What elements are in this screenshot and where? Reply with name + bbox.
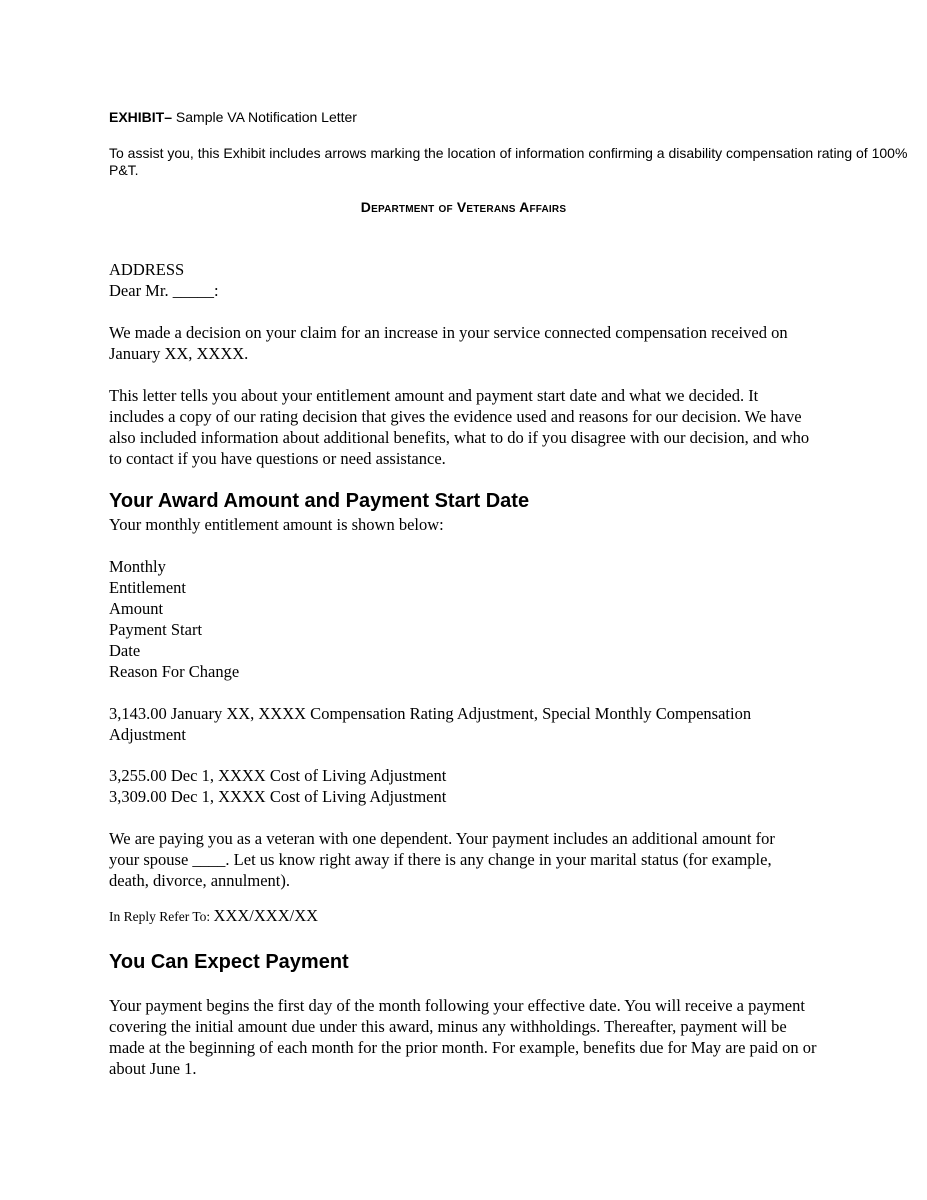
- column-header: Entitlement: [109, 578, 186, 597]
- reply-label: In Reply Refer To:: [109, 909, 214, 924]
- entitlement-row: 3,255.00 Dec 1, XXXX Cost of Living Adjustment: [109, 766, 447, 785]
- payment-paragraph: Your payment begins the first day of the month following your effective date. You will receive a payment covering the initial amount due under this award, minus any withholdings. Thereafter, payment will be made at the beginning of each month for the prior month. For example, benefits due for May are paid on or about June 1.: [109, 996, 817, 1078]
- salutation: Dear Mr. _____:: [109, 281, 219, 300]
- entitlement-rows-cola: [109, 765, 869, 807]
- award-heading: Your Award Amount and Payment Start Date: [109, 490, 530, 512]
- column-header: Monthly: [109, 557, 166, 576]
- assist-note: To assist you, this Exhibit includes arrows marking the location of information confirming a disability compensation rating of 100% P&T.: [109, 145, 908, 178]
- column-header: Payment Start: [109, 620, 203, 639]
- column-header: Reason For Change: [109, 662, 240, 681]
- intro-paragraph: We made a decision on your claim for an increase in your service connected compensation received on January XX, XXXX.: [109, 323, 788, 363]
- reply-value: XXX/XXX/XX: [213, 906, 319, 925]
- dependent-paragraph: We are paying you as a veteran with one dependent. Your payment includes an additional amount for your spouse ____. Let us know right away if there is any change in your marital status (for example, death, divorce, annulment).: [109, 829, 775, 890]
- exhibit-title: [109, 109, 357, 126]
- column-header: Amount: [109, 599, 164, 618]
- award-subtext: Your monthly entitlement amount is shown below:: [109, 515, 444, 534]
- exhibit-label: EXHIBIT–: [109, 109, 173, 125]
- exhibit-subtitle: Sample VA Notification Letter: [172, 109, 357, 125]
- explanation-paragraph: This letter tells you about your entitlement amount and payment start date and what we decided. It includes a copy of our rating decision that gives the evidence used and reasons for our decision. We have also included information about additional benefits, what to do if you disagree with our decision, and who to contact if you have questions or need assistance.: [109, 386, 810, 468]
- payment-heading: You Can Expect Payment: [109, 951, 349, 973]
- entitlement-column-headers: [109, 556, 869, 682]
- address-block: [109, 259, 869, 301]
- address-line: ADDRESS: [109, 260, 185, 279]
- entitlement-row: 3,143.00 January XX, XXXX Compensation Rating Adjustment, Special Monthly Compensation Adjustment: [109, 704, 752, 744]
- reply-reference: [109, 906, 318, 926]
- department-title: Department of Veterans Affairs: [360, 199, 567, 215]
- column-header: Date: [109, 641, 141, 660]
- entitlement-row: 3,309.00 Dec 1, XXXX Cost of Living Adjustment: [109, 787, 447, 806]
